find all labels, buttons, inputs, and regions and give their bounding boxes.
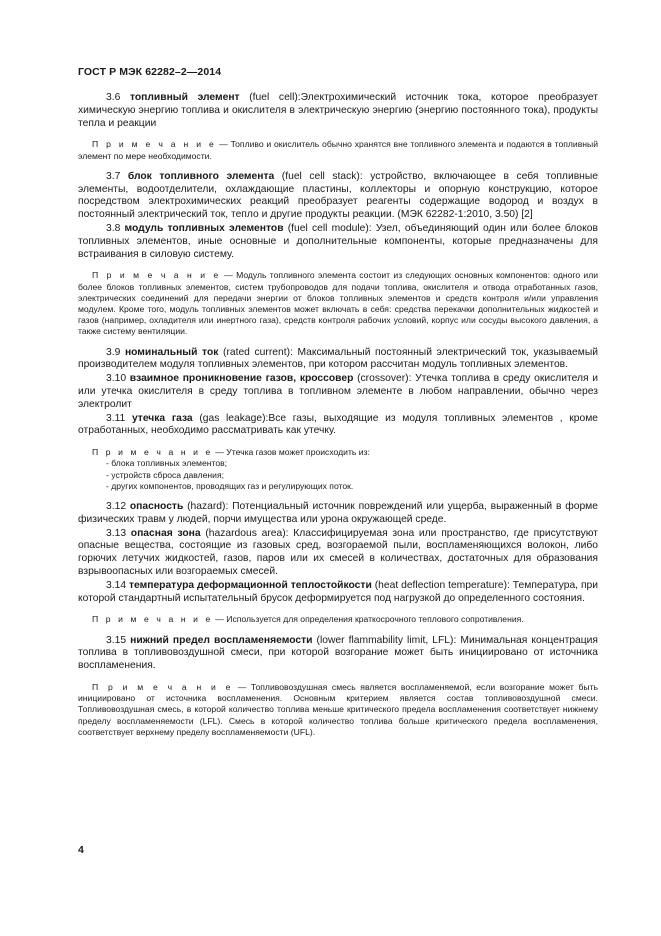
note-list-item: - других компонентов, проводящих газ и регулирующих поток. <box>106 480 354 491</box>
term: опасность <box>129 500 184 512</box>
term: опасная зона <box>130 527 201 539</box>
note-text: Топливовоздушная смесь является воспламеняемой, если возгорание может быть инициировано от источника воспламенения. Основным критерием является состав топливовоздушной смеси. Топливовоздушная смесь, в которой количество топлива меньше критического предела воспламенения соответствует нижнему пределу воспламеняемости (LFL). Смесь в которой количество топлива больше критического предела воспламенения, соответствует верхнему пределу воспламеняемости (UFL). <box>78 681 599 737</box>
clause-number: 3.6 <box>106 92 130 103</box>
definition-3-7 <box>78 171 598 222</box>
clause-number: 3.10 <box>106 373 130 385</box>
definition-3-13 <box>78 528 598 579</box>
note-text: Топливо и окислитель обычно хранятся вне топливного элемента и подаются в топливный элемент по мере необходимости. <box>78 139 599 161</box>
definition-text: (fuel cell module): Узел, объединяющий один или более блоков топливных элементов, иные основные и дополнительные компоненты, которые предназначены для встраивания в силовую систему. <box>78 222 598 260</box>
note-label: П р и м е ч а н и е <box>92 614 213 625</box>
definition-text: (gas leakage):Все газы, выходящие из модуля топливных элементов , кроме отработанных, необходимо рассматривать как утечку. <box>78 412 599 437</box>
definition-text: (fuel cell):Электрохимический источник тока, которое преобразует химическую энергию топлива и окислителя в электрическую энергию (энергию постоянного тока), продукты тепла и реакции <box>78 92 598 129</box>
definition-text: (crossover): Утечка топлива в среду окислителя и или утечка окислителя в среду топлива в топливном элементе в любом направлении, обычно через электролит <box>78 373 599 410</box>
clause-number: 3.12 <box>106 500 130 512</box>
note-list-item: - блока топливных элементов; <box>106 458 228 469</box>
term: топливный элемент <box>129 92 240 103</box>
definition-3-12 <box>78 501 598 527</box>
note-dash: — <box>220 270 237 281</box>
clause-number: 3.13 <box>106 527 131 539</box>
note-3-8 <box>78 270 598 337</box>
note-dash: — <box>216 139 231 150</box>
definition-3-10 <box>78 373 598 411</box>
note-3-6 <box>78 139 598 161</box>
note-list-item: - устройств сброса давления; <box>106 469 225 480</box>
note-3-15 <box>78 682 598 738</box>
note-3-14 <box>78 614 598 625</box>
term: температура деформационной теплостойкости <box>128 579 372 591</box>
note-label: П р и м е ч а н и е <box>92 447 213 458</box>
note-3-11 <box>78 447 598 492</box>
clause-number: 3.15 <box>106 634 131 646</box>
term: утечка газа <box>131 412 193 424</box>
document-header: ГОСТ Р МЭК 62282–2—2014 <box>78 66 222 78</box>
note-label: П р и м е ч а н и е <box>92 270 221 281</box>
note-text: Используется для определения краткосрочного теплового сопротивления. <box>226 614 524 625</box>
definition-3-15 <box>78 635 598 673</box>
definition-3-11 <box>78 413 598 439</box>
term: модуль топливных элементов <box>124 222 284 234</box>
definition-3-14 <box>78 580 598 606</box>
term: нижний предел воспламеняемости <box>130 634 313 646</box>
definition-text: (lower flammability limit, LFL): Минимальная концентрация топлива в топливовоздушной смеси, при которой возгорание может быть инициировано от источника воспламенения. <box>78 634 598 672</box>
clause-number: 3.8 <box>106 222 125 234</box>
note-text: Утечка газов может происходить из: <box>226 447 370 458</box>
clause-number: 3.9 <box>106 346 125 358</box>
note-dash: — <box>212 447 227 458</box>
term: взаимное проникновение газов, кроссовер <box>129 373 354 385</box>
note-label: П р и м е ч а н и е <box>92 139 217 150</box>
definition-3-8 <box>78 223 598 261</box>
note-label: П р и м е ч а н и е <box>92 681 234 692</box>
clause-number: 3.14 <box>106 579 129 591</box>
page-number: 4 <box>78 844 84 856</box>
term: блок топливного элемента <box>127 170 275 182</box>
note-dash: — <box>212 614 227 625</box>
note-intro-line <box>78 447 598 458</box>
clause-number: 3.11 <box>106 412 132 424</box>
clause-number: 3.7 <box>106 170 128 182</box>
document-body <box>78 92 598 738</box>
definition-3-9 <box>78 347 598 373</box>
definition-text: (heat deflection temperature): Температура, при которой стандартный испытательный брусок деформируется под нагрузкой до определенного состояния. <box>78 579 598 604</box>
definition-text: (fuel cell stack): устройство, включающее в себя топливные элементы, водоотделители, охлаждающие пластины, коллекторы и опорную конструкцию, которое посредством электрохимических реакций преобразует реагенты содержащие водород и воздух в постоянный электрический ток, тепло и другие продукты реакции. (МЭК 62282-1:2010, 3.50) [2] <box>78 170 598 221</box>
definition-text: (hazard): Потенциальный источник повреждений или ущерба, выраженный в форме физических травм у людей, порчи имущества или урона окружающей среде. <box>78 500 598 525</box>
definition-text: (hazardous area): Классифицируемая зона или пространство, где присутствуют опасные вещества, состоящие из газовых сред, возгораемой пыли, воспламеняющихся волокон, либо горючих летучих жидкостей, газов, паров или их смесей в количествах, достаточных для образования взрывоопасных или возгораемых смесей. <box>78 527 598 577</box>
definition-text: (rated current): Максимальный постоянный электрический ток, указываемый производителем модуля топливных элементов, при котором рассчитан модуль топливных элементов. <box>78 346 598 371</box>
term: номинальный ток <box>124 346 219 358</box>
note-dash: — <box>233 681 251 692</box>
definition-3-6 <box>78 92 598 130</box>
note-text: Модуль топливного элемента состоит из следующих основных компонентов: одного или более блоков топливных элементов, систем трубопроводов для подачи топлива, окислителя и отвода отработанных газов, электрических соединений для передачи энергии от блоков топливных элементов и средств контроля и/или управления модулем. Кроме того, модуль топливных элементов может включать в себя: средства перекачки дополнительных жидкостей и газов (например, охладителя или инертного газа), средств контроля рабочих условий, корпус или сосуды высокого давления, а также систему вентиляции. <box>78 270 599 337</box>
